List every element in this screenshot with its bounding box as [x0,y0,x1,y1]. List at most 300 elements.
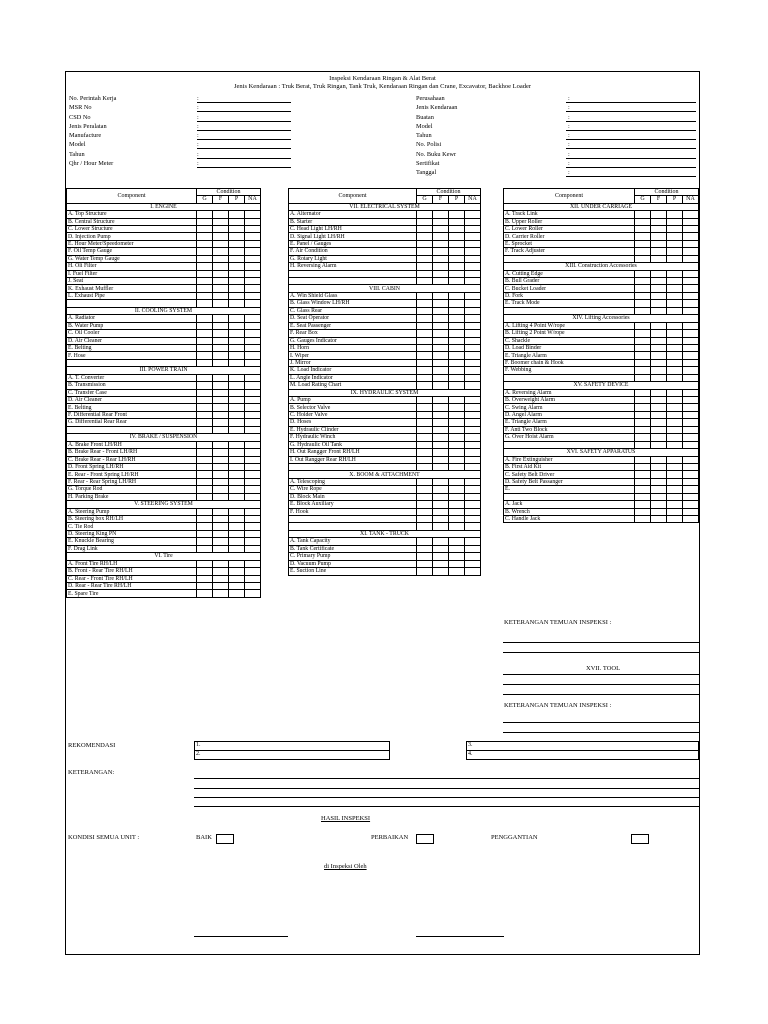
condition-cell[interactable] [197,211,213,218]
condition-cell[interactable] [229,471,245,478]
condition-cell[interactable] [449,278,465,285]
condition-cell[interactable] [213,211,229,218]
condition-cell[interactable] [635,211,651,218]
condition-cell[interactable] [667,248,683,255]
condition-cell[interactable] [229,575,245,582]
condition-cell[interactable] [635,456,651,463]
condition-cell[interactable] [417,270,433,277]
condition-cell[interactable] [229,382,245,389]
condition-cell[interactable] [197,382,213,389]
condition-cell[interactable] [229,344,245,351]
condition-cell[interactable] [449,404,465,411]
condition-cell[interactable] [667,218,683,225]
condition-cell[interactable] [229,486,245,493]
condition-cell[interactable] [683,359,699,366]
condition-cell[interactable] [245,337,261,344]
condition-cell[interactable] [449,493,465,500]
condition-cell[interactable] [683,322,699,329]
condition-cell[interactable] [213,568,229,575]
condition-cell[interactable] [651,300,667,307]
condition-cell[interactable] [197,233,213,240]
condition-cell[interactable] [667,478,683,485]
condition-cell[interactable] [667,516,683,523]
condition-cell[interactable] [229,263,245,270]
condition-cell[interactable] [449,218,465,225]
condition-cell[interactable] [245,538,261,545]
condition-cell[interactable] [213,240,229,247]
condition-cell[interactable] [465,218,481,225]
condition-cell[interactable] [651,359,667,366]
condition-cell[interactable] [417,292,433,299]
condition-cell[interactable] [683,456,699,463]
condition-cell[interactable] [465,397,481,404]
condition-cell[interactable] [651,434,667,441]
condition-cell[interactable] [229,560,245,567]
condition-cell[interactable] [465,568,481,575]
condition-cell[interactable] [449,486,465,493]
condition-cell[interactable] [417,278,433,285]
condition-cell[interactable] [465,233,481,240]
condition-cell[interactable] [683,337,699,344]
condition-cell[interactable] [417,516,433,523]
condition-cell[interactable] [683,478,699,485]
condition-cell[interactable] [245,263,261,270]
condition-cell[interactable] [465,434,481,441]
condition-cell[interactable] [449,263,465,270]
condition-cell[interactable] [213,582,229,589]
condition-cell[interactable] [651,270,667,277]
condition-cell[interactable] [229,315,245,322]
condition-cell[interactable] [245,240,261,247]
condition-cell[interactable] [213,538,229,545]
condition-cell[interactable] [433,292,449,299]
condition-cell[interactable] [635,359,651,366]
condition-cell[interactable] [213,397,229,404]
condition-cell[interactable] [651,285,667,292]
condition-cell[interactable] [229,255,245,262]
condition-cell[interactable] [683,486,699,493]
condition-cell[interactable] [683,516,699,523]
condition-cell[interactable] [417,538,433,545]
condition-cell[interactable] [449,538,465,545]
condition-cell[interactable] [245,315,261,322]
condition-cell[interactable] [245,374,261,381]
condition-cell[interactable] [417,501,433,508]
condition-cell[interactable] [465,441,481,448]
condition-cell[interactable] [667,411,683,418]
condition-cell[interactable] [465,240,481,247]
condition-cell[interactable] [433,404,449,411]
condition-cell[interactable] [465,382,481,389]
condition-cell[interactable] [465,508,481,515]
condition-cell[interactable] [667,486,683,493]
condition-cell[interactable] [213,404,229,411]
condition-cell[interactable] [449,248,465,255]
condition-cell[interactable] [465,426,481,433]
condition-cell[interactable] [417,493,433,500]
condition-cell[interactable] [197,404,213,411]
condition-cell[interactable] [635,270,651,277]
condition-cell[interactable] [449,240,465,247]
condition-cell[interactable] [229,419,245,426]
condition-cell[interactable] [213,382,229,389]
condition-cell[interactable] [683,441,699,448]
condition-cell[interactable] [651,478,667,485]
condition-cell[interactable] [213,255,229,262]
condition-cell[interactable] [449,270,465,277]
condition-cell[interactable] [449,300,465,307]
condition-cell[interactable] [229,463,245,470]
condition-cell[interactable] [635,292,651,299]
condition-cell[interactable] [465,545,481,552]
condition-cell[interactable] [667,359,683,366]
condition-cell[interactable] [417,523,433,530]
condition-cell[interactable] [651,486,667,493]
condition-cell[interactable] [635,397,651,404]
condition-cell[interactable] [417,300,433,307]
condition-cell[interactable] [465,560,481,567]
condition-cell[interactable] [449,516,465,523]
condition-cell[interactable] [229,330,245,337]
condition-cell[interactable] [449,211,465,218]
condition-cell[interactable] [229,545,245,552]
condition-cell[interactable] [245,211,261,218]
condition-cell[interactable] [197,218,213,225]
condition-cell[interactable] [433,248,449,255]
condition-cell[interactable] [449,225,465,232]
condition-cell[interactable] [683,240,699,247]
condition-cell[interactable] [229,404,245,411]
condition-cell[interactable] [229,449,245,456]
condition-cell[interactable] [433,560,449,567]
condition-cell[interactable] [433,225,449,232]
condition-cell[interactable] [635,367,651,374]
condition-cell[interactable] [651,508,667,515]
condition-cell[interactable] [433,516,449,523]
condition-cell[interactable] [683,225,699,232]
condition-cell[interactable] [433,240,449,247]
condition-cell[interactable] [433,233,449,240]
condition-cell[interactable] [465,374,481,381]
condition-cell[interactable] [683,501,699,508]
condition-cell[interactable] [465,307,481,314]
condition-cell[interactable] [245,449,261,456]
condition-cell[interactable] [433,478,449,485]
condition-cell[interactable] [197,463,213,470]
condition-cell[interactable] [213,463,229,470]
condition-cell[interactable] [197,441,213,448]
condition-cell[interactable] [213,233,229,240]
condition-cell[interactable] [651,501,667,508]
condition-cell[interactable] [213,315,229,322]
condition-cell[interactable] [449,478,465,485]
condition-cell[interactable] [245,248,261,255]
condition-cell[interactable] [213,560,229,567]
condition-cell[interactable] [197,389,213,396]
condition-cell[interactable] [245,463,261,470]
condition-cell[interactable] [433,382,449,389]
condition-cell[interactable] [683,397,699,404]
condition-cell[interactable] [213,270,229,277]
condition-cell[interactable] [197,456,213,463]
condition-cell[interactable] [433,538,449,545]
condition-cell[interactable] [651,255,667,262]
condition-cell[interactable] [229,426,245,433]
condition-cell[interactable] [213,352,229,359]
condition-cell[interactable] [465,278,481,285]
condition-cell[interactable] [651,419,667,426]
header-field-value[interactable] [566,150,696,159]
condition-cell[interactable] [245,404,261,411]
condition-cell[interactable] [465,352,481,359]
condition-cell[interactable] [213,278,229,285]
header-field-value[interactable] [566,140,696,149]
condition-cell[interactable] [683,233,699,240]
condition-cell[interactable] [449,501,465,508]
condition-cell[interactable] [229,218,245,225]
condition-cell[interactable] [245,456,261,463]
condition-cell[interactable] [245,285,261,292]
condition-cell[interactable] [465,463,481,470]
condition-cell[interactable] [433,463,449,470]
condition-cell[interactable] [245,330,261,337]
condition-cell[interactable] [197,225,213,232]
condition-cell[interactable] [465,248,481,255]
condition-cell[interactable] [465,411,481,418]
condition-cell[interactable] [651,471,667,478]
condition-cell[interactable] [229,359,245,366]
condition-cell[interactable] [667,278,683,285]
condition-cell[interactable] [449,523,465,530]
condition-cell[interactable] [667,419,683,426]
condition-cell[interactable] [229,337,245,344]
condition-cell[interactable] [245,322,261,329]
condition-cell[interactable] [667,397,683,404]
condition-cell[interactable] [213,486,229,493]
condition-cell[interactable] [465,263,481,270]
condition-cell[interactable] [667,374,683,381]
condition-cell[interactable] [651,493,667,500]
condition-cell[interactable] [245,493,261,500]
condition-cell[interactable] [245,292,261,299]
condition-cell[interactable] [197,359,213,366]
condition-cell[interactable] [197,374,213,381]
condition-cell[interactable] [213,478,229,485]
condition-cell[interactable] [651,374,667,381]
condition-cell[interactable] [417,449,433,456]
condition-cell[interactable] [651,337,667,344]
condition-cell[interactable] [449,367,465,374]
condition-cell[interactable] [229,374,245,381]
condition-cell[interactable] [683,463,699,470]
condition-cell[interactable] [433,508,449,515]
condition-cell[interactable] [245,419,261,426]
condition-cell[interactable] [417,568,433,575]
condition-cell[interactable] [417,434,433,441]
condition-cell[interactable] [417,263,433,270]
condition-cell[interactable] [245,486,261,493]
condition-cell[interactable] [245,233,261,240]
condition-cell[interactable] [417,352,433,359]
condition-cell[interactable] [449,560,465,567]
condition-cell[interactable] [197,330,213,337]
condition-cell[interactable] [635,389,651,396]
condition-cell[interactable] [635,471,651,478]
condition-cell[interactable] [635,240,651,247]
condition-cell[interactable] [229,456,245,463]
condition-cell[interactable] [651,463,667,470]
condition-cell[interactable] [417,225,433,232]
condition-cell[interactable] [635,374,651,381]
condition-cell[interactable] [213,441,229,448]
condition-cell[interactable] [465,211,481,218]
condition-cell[interactable] [465,330,481,337]
condition-cell[interactable] [213,493,229,500]
condition-cell[interactable] [245,218,261,225]
condition-cell[interactable] [229,270,245,277]
condition-cell[interactable] [433,501,449,508]
condition-cell[interactable] [417,560,433,567]
condition-cell[interactable] [417,337,433,344]
condition-cell[interactable] [433,211,449,218]
condition-cell[interactable] [213,292,229,299]
condition-cell[interactable] [465,449,481,456]
condition-cell[interactable] [229,478,245,485]
condition-cell[interactable] [245,590,261,597]
condition-cell[interactable] [433,419,449,426]
condition-cell[interactable] [213,285,229,292]
condition-cell[interactable] [667,233,683,240]
condition-cell[interactable] [433,434,449,441]
condition-cell[interactable] [197,255,213,262]
condition-cell[interactable] [433,441,449,448]
header-field-value[interactable] [566,159,696,168]
penggantian-checkbox[interactable] [631,834,649,844]
condition-cell[interactable] [667,255,683,262]
condition-cell[interactable] [197,322,213,329]
condition-cell[interactable] [651,456,667,463]
condition-cell[interactable] [683,508,699,515]
condition-cell[interactable] [667,225,683,232]
condition-cell[interactable] [229,211,245,218]
condition-cell[interactable] [245,344,261,351]
condition-cell[interactable] [683,278,699,285]
condition-cell[interactable] [197,315,213,322]
condition-cell[interactable] [635,486,651,493]
condition-cell[interactable] [245,426,261,433]
condition-cell[interactable] [417,344,433,351]
condition-cell[interactable] [245,516,261,523]
condition-cell[interactable] [651,330,667,337]
condition-cell[interactable] [635,463,651,470]
condition-cell[interactable] [465,523,481,530]
condition-cell[interactable] [667,508,683,515]
condition-cell[interactable] [417,374,433,381]
condition-cell[interactable] [213,471,229,478]
condition-cell[interactable] [465,344,481,351]
condition-cell[interactable] [449,374,465,381]
condition-cell[interactable] [197,263,213,270]
header-field-value[interactable] [566,168,696,177]
condition-cell[interactable] [635,352,651,359]
condition-cell[interactable] [635,322,651,329]
condition-cell[interactable] [229,300,245,307]
condition-cell[interactable] [465,493,481,500]
condition-cell[interactable] [465,538,481,545]
condition-cell[interactable] [245,359,261,366]
condition-cell[interactable] [245,441,261,448]
condition-cell[interactable] [635,501,651,508]
condition-cell[interactable] [245,278,261,285]
condition-cell[interactable] [229,397,245,404]
condition-cell[interactable] [417,486,433,493]
condition-cell[interactable] [651,322,667,329]
condition-cell[interactable] [417,426,433,433]
condition-cell[interactable] [635,478,651,485]
condition-cell[interactable] [213,456,229,463]
condition-cell[interactable] [417,307,433,314]
header-field-value[interactable] [197,103,291,112]
condition-cell[interactable] [449,553,465,560]
condition-cell[interactable] [651,248,667,255]
condition-cell[interactable] [465,270,481,277]
header-field-value[interactable] [197,113,291,122]
header-field-value[interactable] [197,131,291,140]
condition-cell[interactable] [245,352,261,359]
condition-cell[interactable] [651,307,667,314]
condition-cell[interactable] [433,344,449,351]
condition-cell[interactable] [683,344,699,351]
condition-cell[interactable] [651,389,667,396]
condition-cell[interactable] [449,292,465,299]
condition-cell[interactable] [651,292,667,299]
condition-cell[interactable] [465,337,481,344]
condition-cell[interactable] [417,218,433,225]
condition-cell[interactable] [433,449,449,456]
condition-cell[interactable] [651,397,667,404]
condition-cell[interactable] [449,382,465,389]
condition-cell[interactable] [449,545,465,552]
condition-cell[interactable] [197,411,213,418]
condition-cell[interactable] [433,374,449,381]
condition-cell[interactable] [449,352,465,359]
condition-cell[interactable] [667,270,683,277]
condition-cell[interactable] [213,330,229,337]
condition-cell[interactable] [213,530,229,537]
condition-cell[interactable] [635,233,651,240]
condition-cell[interactable] [229,322,245,329]
condition-cell[interactable] [197,449,213,456]
condition-cell[interactable] [449,434,465,441]
condition-cell[interactable] [213,300,229,307]
condition-cell[interactable] [229,508,245,515]
condition-cell[interactable] [197,493,213,500]
condition-cell[interactable] [229,568,245,575]
condition-cell[interactable] [683,285,699,292]
baik-checkbox[interactable] [216,834,234,844]
condition-cell[interactable] [667,240,683,247]
condition-cell[interactable] [213,419,229,426]
condition-cell[interactable] [213,263,229,270]
condition-cell[interactable] [245,300,261,307]
condition-cell[interactable] [433,352,449,359]
condition-cell[interactable] [635,337,651,344]
condition-cell[interactable] [245,523,261,530]
condition-cell[interactable] [449,233,465,240]
condition-cell[interactable] [635,411,651,418]
condition-cell[interactable] [683,352,699,359]
condition-cell[interactable] [667,389,683,396]
